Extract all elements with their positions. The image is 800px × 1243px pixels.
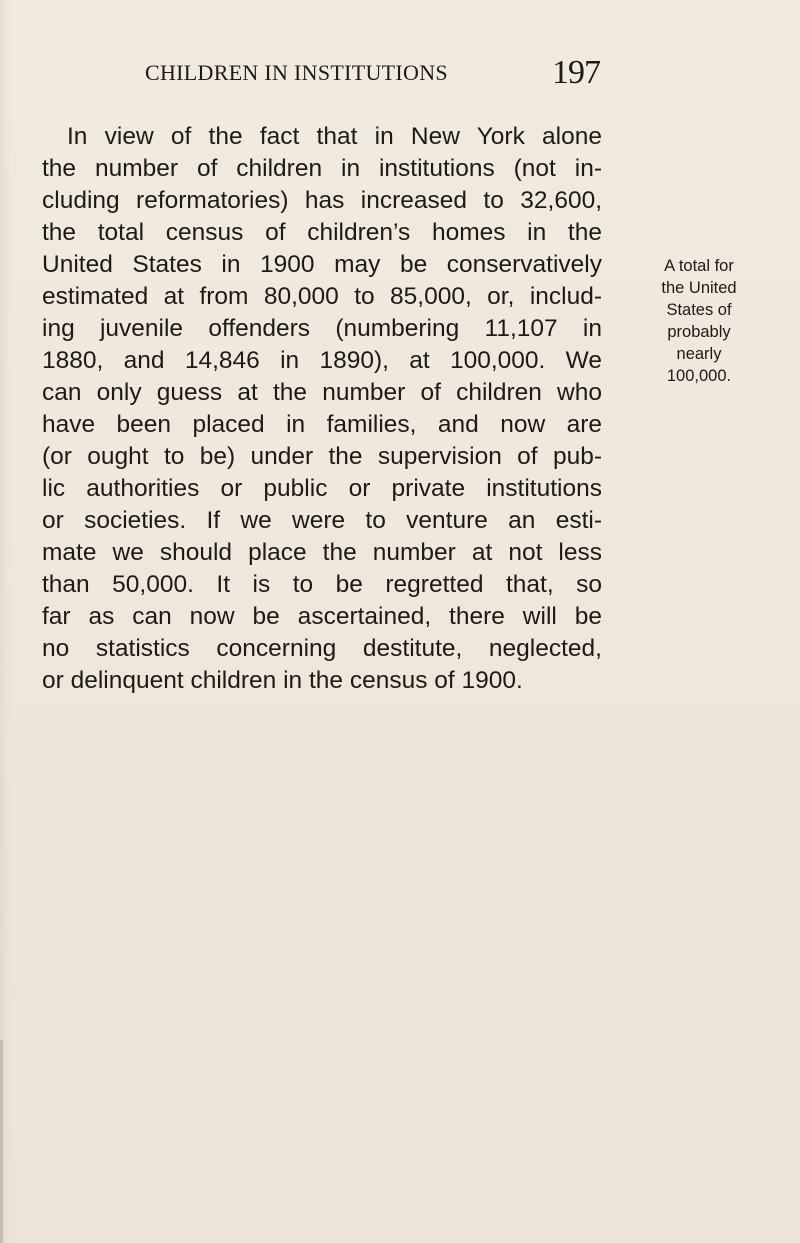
body-line: United States in 1900 may be conservatively: [42, 251, 602, 278]
marginal-note-line: States of: [666, 301, 732, 319]
marginal-note-line: 100,000.: [666, 367, 732, 385]
page-number: 197: [552, 54, 600, 91]
body-line: than 50,000. It is to be regretted that, so: [42, 571, 602, 598]
marginal-note-line: the United: [661, 279, 737, 297]
running-head: [145, 54, 600, 98]
body-line: the total census of children’s homes in the: [42, 219, 602, 246]
marginal-note-line: nearly: [676, 345, 722, 363]
page-gutter-shadow: [0, 1040, 3, 1243]
running-head-title: CHILDREN IN INSTITUTIONS: [145, 60, 448, 85]
body-line: In view of the fact that in New York alone: [67, 123, 602, 150]
body-line: cluding reformatories) has increased to 32,600,: [42, 187, 602, 214]
body-line: (or ought to be) under the supervision of pub-: [42, 443, 602, 470]
body-line: or delinquent children in the census of 1900.: [42, 667, 523, 694]
body-line: or societies. If we were to venture an esti-: [42, 507, 602, 534]
body-line: the number of children in institutions (not in-: [42, 155, 602, 182]
body-line: ing juvenile offenders (numbering 11,107 in: [42, 315, 602, 342]
body-line: no statistics concerning destitute, neglected,: [42, 635, 602, 662]
body-line: 1880, and 14,846 in 1890), at 100,000. We: [42, 347, 602, 374]
marginal-note-line: A total for: [664, 257, 734, 275]
body-line: far as can now be ascertained, there will be: [42, 603, 602, 630]
marginal-note: [612, 255, 786, 387]
body-line: can only guess at the number of children who: [42, 379, 602, 406]
body-line: estimated at from 80,000 to 85,000, or, includ-: [42, 283, 602, 310]
body-line: have been placed in families, and now are: [42, 411, 602, 438]
marginal-note-line: probably: [667, 323, 731, 341]
body-line: lic authorities or public or private institutions: [42, 475, 602, 502]
body-paragraph: [42, 121, 602, 697]
body-line: mate we should place the number at not less: [42, 539, 602, 566]
